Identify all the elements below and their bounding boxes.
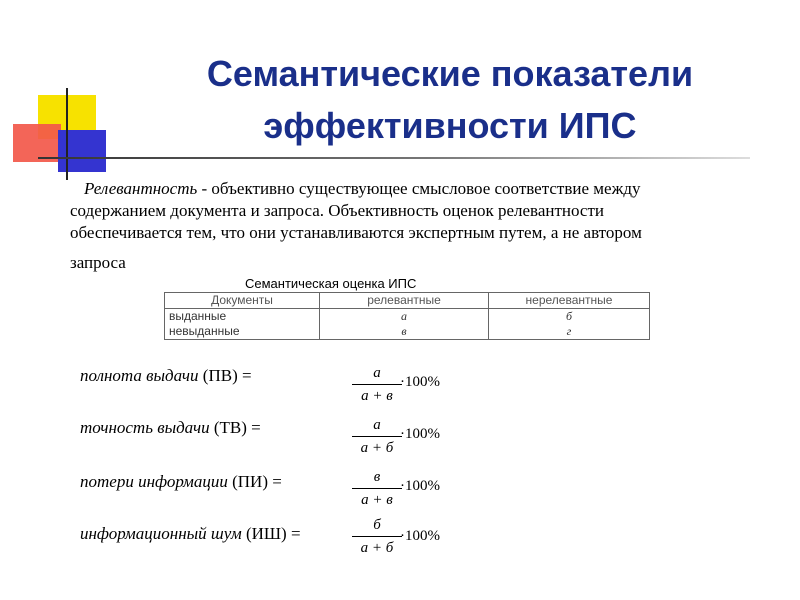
cell-a: а [320,309,489,325]
slide-title-line2: эффективности ИПС [263,105,637,146]
header-documents: Документы [165,293,320,309]
paragraph-line1-rest: - объективно существующее смысловое соответствие между [197,179,641,198]
multiplier-percent: ·100% [400,528,440,544]
paragraph-line2: содержанием документа и запроса. Объективность оценок релевантности [70,201,604,220]
semantic-evaluation-table [164,292,650,340]
formula-label-information-noise [80,524,301,544]
fraction-bar [352,384,402,385]
formula-label-completeness [80,366,252,386]
paragraph-line1 [70,178,760,200]
paragraph-line3: обеспечивается тем, что они устанавливаются экспертным путем, а не автором [70,223,642,242]
fraction-numerator: в [373,469,381,485]
fraction-information-loss [352,468,402,509]
table-row [165,324,650,340]
fraction-completeness [352,364,402,405]
cell-g: г [489,324,650,340]
decor-horizontal-rule [38,157,750,159]
fraction-numerator: а [373,417,381,433]
formula-term: полнота выдачи [80,366,199,385]
formula-term: точность выдачи [80,418,210,437]
row-label-not-issued: невыданные [165,324,320,340]
table-caption: Семантическая оценка ИПС [245,276,417,291]
multiplier-percent: ·100% [400,374,440,390]
fraction-bar [352,488,402,489]
cell-b: б [489,309,650,325]
fraction-precision [352,416,402,457]
paragraph-line4: запроса [70,253,126,272]
formula-abbr: (ПВ) = [198,366,252,385]
fraction-information-noise [352,516,402,557]
fraction-numerator: б [373,517,381,533]
cell-v: в [320,324,489,340]
formula-term: потери информации [80,472,228,491]
fraction-denominator: а + б [360,440,394,456]
formula-label-information-loss [80,472,282,492]
table-row [165,309,650,325]
fraction-bar [352,536,402,537]
fraction-numerator: а [373,365,381,381]
definition-paragraph [70,178,760,274]
slide-title-line1: Семантические показатели [206,53,694,94]
fraction-bar [352,436,402,437]
formula-label-precision [80,418,261,438]
fraction-denominator: а + в [361,492,393,508]
slide-title [120,48,780,152]
multiplier-percent: ·100% [400,426,440,442]
formula-term: информационный шум [80,524,242,543]
formula-abbr: (ТВ) = [209,418,261,437]
formula-abbr: (ИШ) = [241,524,301,543]
multiplier-percent: ·100% [400,478,440,494]
decor-vertical-line [66,88,68,180]
fraction-denominator: а + в [361,388,393,404]
table-header-row [165,293,650,309]
row-label-issued: выданные [165,309,320,325]
fraction-denominator: а + б [360,540,394,556]
header-nonrelevant: нерелевантные [489,293,650,309]
header-relevant: релевантные [320,293,489,309]
formula-abbr: (ПИ) = [227,472,282,491]
relevance-term: Релевантность [84,179,198,198]
